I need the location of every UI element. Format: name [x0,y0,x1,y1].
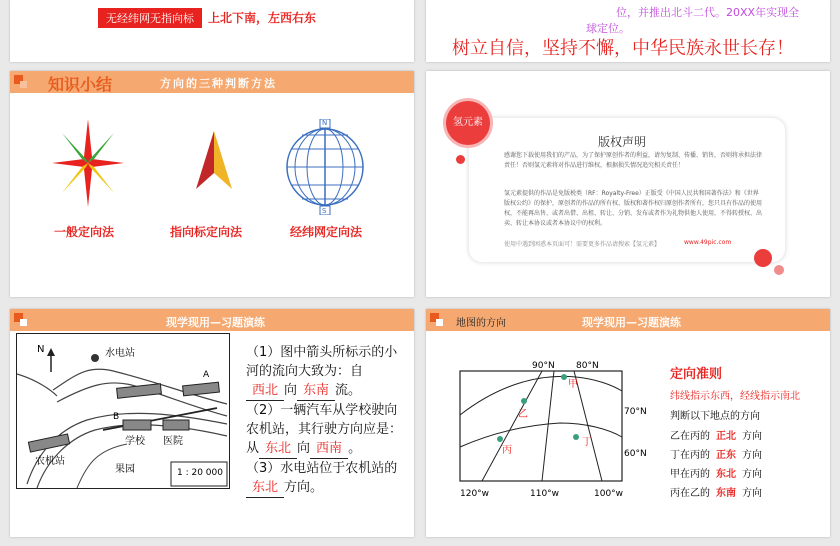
compass-rose-icon [48,115,128,211]
logo-text: 氢元素 [453,117,483,128]
text-line-2: 球定位。 [586,22,630,35]
title-marker-icon [436,319,443,326]
point-ding: 丁 [582,437,592,448]
copyright-url[interactable]: www.49pic.com [684,239,732,246]
answer-row: 甲在丙的 东北 方向 [670,469,762,480]
decor-dot [774,265,784,275]
point-bing: 丙 [502,445,512,456]
logo-badge [446,101,490,145]
point-jia: 甲 [568,379,578,390]
q1-line-1: （1）图中箭头所标示的小 [246,345,398,360]
q3-line-2: 东北 方向。 [246,478,402,498]
title-marker-icon [20,319,27,326]
lon-top-80: 80°N [576,361,599,371]
slide-thumbnail-5[interactable] [10,309,414,537]
globe-s-label: S [322,207,327,215]
globe-n-label: N [322,119,328,127]
answer-1b: 东南 [297,381,335,401]
river-map [16,333,230,489]
q1-line-2: 河的流向大致为：自 [246,364,364,379]
lat-right-70: 70°N [624,407,647,417]
slogan: 树立自信，坚持不懈，中华民族永世长存！ [452,38,794,59]
q2-line-2: 农机站，其行驶方向应是： [246,422,403,437]
rule-text: 纬线指示东西，经线指示南北 [670,391,800,402]
section-header: 现学现用—习题演练 [166,316,265,329]
map-a-label: A [203,370,210,380]
answer-1a: 西北 [246,381,284,401]
lon-bottom-120: 120°w [460,489,490,499]
slide-thumbnail-3[interactable] [10,71,414,297]
globe-grid-icon [282,119,368,215]
copyright-footer: 使用中遇到困惑本页面可！需要更多作品请搜索【氢元素】 [504,241,661,248]
slide-tag: 地图的方向 [456,318,506,329]
q1-line-3: 西北 向 东南 流。 [246,381,402,401]
title-marker-icon [20,81,27,88]
q3-line-1: （3）水电站位于农机站的 [246,461,398,476]
q2-line-1: （2）一辆汽车从学校驶向 [246,403,398,418]
answer-2a: 东北 [259,439,297,459]
map-station-label: 水电站 [105,348,135,359]
rule-badge: 无经纬网无指向标 [98,8,202,28]
text-line-1: 位，并推出北斗二代。20XX年实现全 [616,6,800,19]
answer-list [670,427,762,503]
slide-thumbnail-4[interactable] [426,71,830,297]
copyright-para-1: 感谢您下载使用我们的产品，为了保护原创作者的利益，请勿复制、传播、销售，否则将承担法律责任！否则氢元素将对作品进行维权，根据损失情况追究相关责任！ [504,152,763,169]
lat-right-60: 60°N [624,449,647,459]
slide-thumbnail-6[interactable] [426,309,830,537]
answer-row: 丁在丙的 正东 方向 [670,450,762,461]
copyright-heading: 版权声明 [598,135,647,149]
point-yi: 乙 [518,409,528,420]
method-label-1: 一般定向法 [54,225,115,239]
slide-thumbnail-1[interactable] [10,0,414,62]
map-orchard-label: 果园 [115,464,135,475]
lon-bottom-100: 100°w [594,489,624,499]
map-north-label: N [37,344,45,355]
answer-3: 东北 [246,478,284,498]
map-school-label: 学校 [125,436,145,447]
section-header: 现学现用—习题演练 [582,316,681,329]
slide-thumbnail-2[interactable] [426,0,830,62]
method-label-3: 经纬网定向法 [290,225,363,239]
answer-2b: 西南 [310,439,348,459]
map-farm-label: 农机站 [35,456,65,467]
map-hospital-label: 医院 [163,436,183,447]
answer-row: 丙在乙的 东南 方向 [670,488,762,499]
north-arrow-icon [192,129,236,193]
rule-prompt: 判断以下地点的方向 [670,411,760,422]
map-b-label: B [113,412,120,422]
question-block [246,343,402,498]
decor-dot [754,249,772,267]
section-header: 方向的三种判断方法 [160,77,277,90]
method-label-2: 指向标定向法 [170,225,243,239]
direction-rule: 上北下南，左西右东 [208,11,317,25]
page-title: 知识小结 [48,75,113,94]
map-scale-label: 1 : 20 000 [177,468,223,478]
lon-top-90: 90°N [532,361,555,371]
copyright-para-2: 氢元素提供的作品是免版税类（RF：Royalty-Free）正版受《中国人民共和国著作法》和《世界版权公约》的保护，原创者的作品的所有权、版权和著作权归原创作者所有，您只具有作品的使用权，不能再出售、或者出借、出租、转让、分销、发布或者作为礼物供他人使用，不得转授权、出卖、转让本协议或者本协议中的权利。 [504,190,763,227]
answer-row: 乙在丙的 正北 方向 [670,431,762,442]
rule-title: 定向准则 [670,367,723,382]
q2-line-3: 从 东北 向 西南 。 [246,439,402,459]
decor-dot [456,155,465,164]
lon-bottom-110: 110°w [530,489,560,499]
